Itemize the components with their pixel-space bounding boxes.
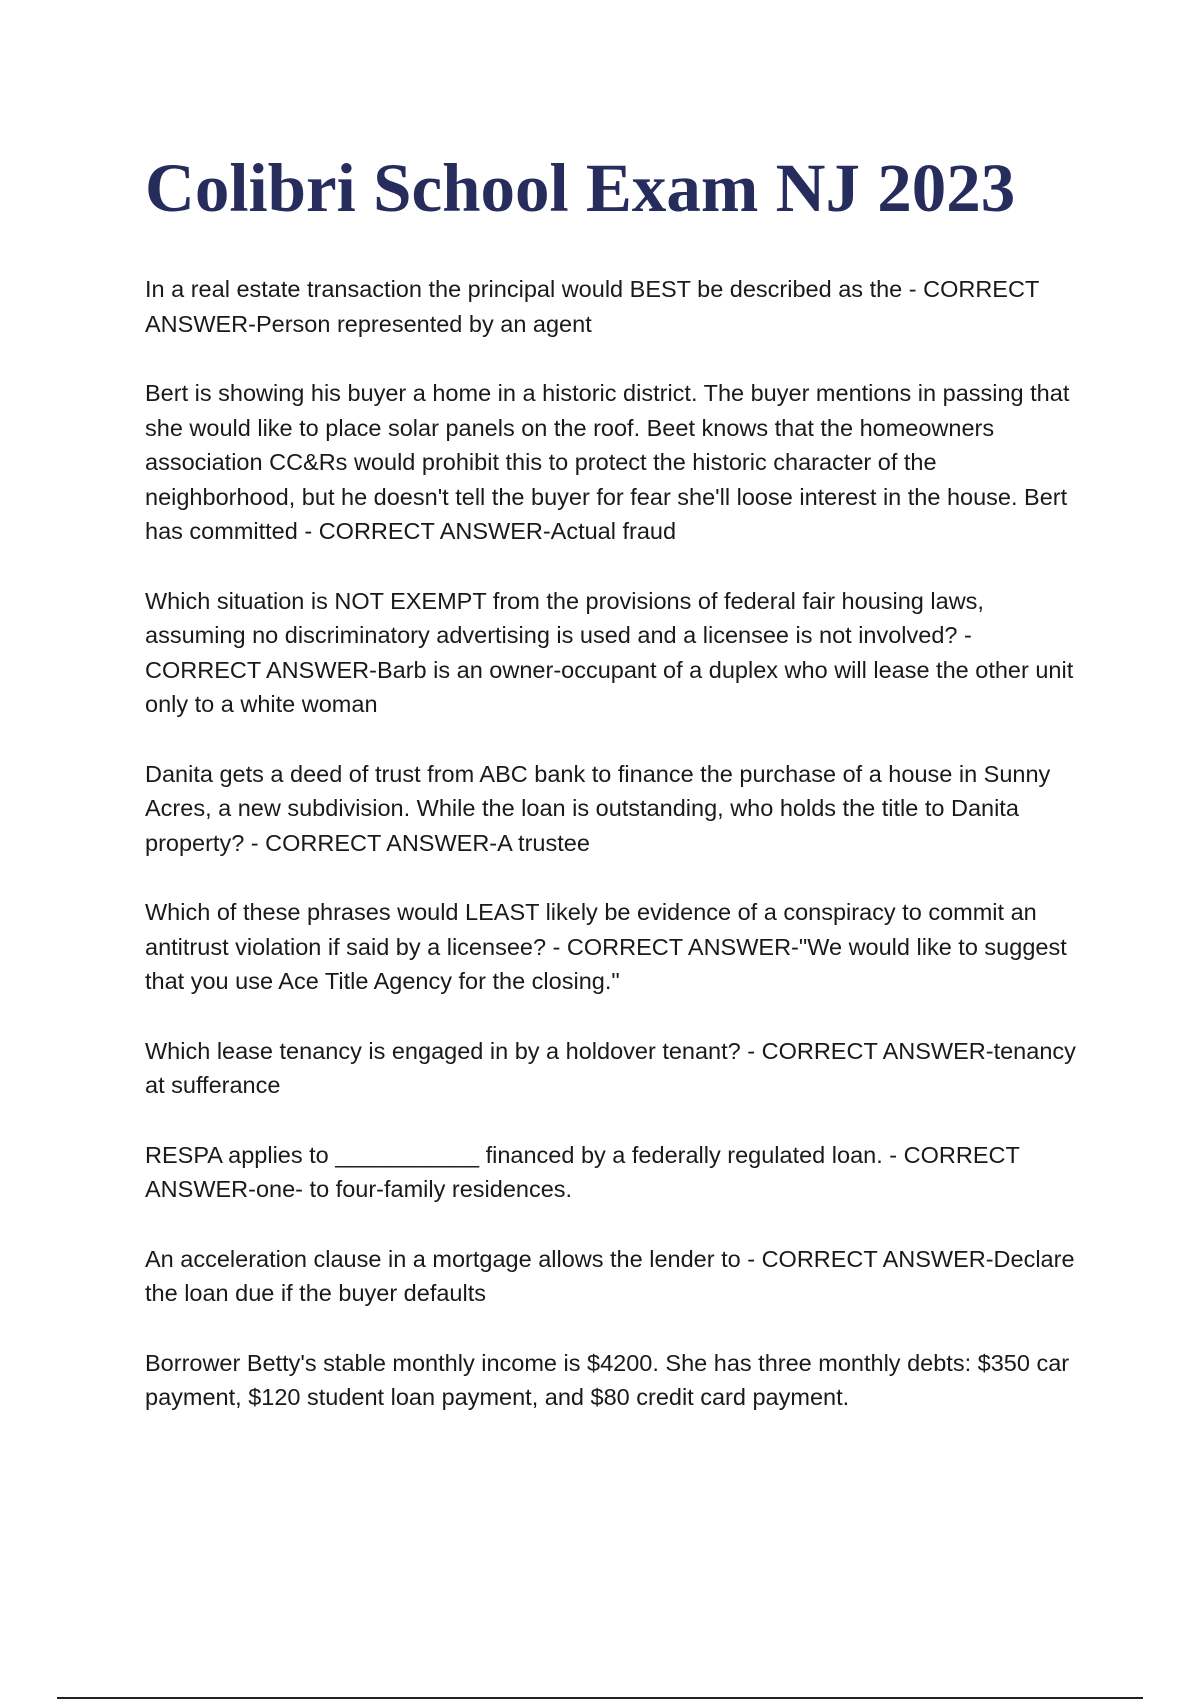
qa-item: An acceleration clause in a mortgage allows the lender to - CORRECT ANSWER-Declare the loan due if the buyer defaults: [145, 1245, 1075, 1306]
qa-item: Which lease tenancy is engaged in by a holdover tenant? - CORRECT ANSWER-tenancy at sufferance: [145, 1037, 1076, 1098]
page-title: Colibri School Exam NJ 2023: [145, 150, 1016, 226]
qa-item: Bert is showing his buyer a home in a historic district. The buyer mentions in passing that she would like to place solar panels on the roof. Beet knows that the homeowners association CC&Rs would prohibit this to protect the historic character of the neighborhood, but he doesn't tell the buyer for fear she'll loose interest in the house. Bert has committed - CORRECT ANSWER-Actual fraud: [145, 380, 1070, 544]
qa-item: Borrower Betty's stable monthly income is $4200. She has three monthly debts: $350 car payment, $120 student loan payment, and $80 credit card payment.: [145, 1349, 1070, 1410]
qa-item: In a real estate transaction the principal would BEST be described as the - CORRECT ANSWER-Person represented by an agent: [145, 276, 1039, 337]
qa-item: RESPA applies to ___________ financed by a federally regulated loan. - CORRECT ANSWER-one- to four-family residences.: [145, 1141, 1020, 1202]
qa-list: [145, 272, 1090, 1450]
page-bottom-divider: [57, 1697, 1143, 1699]
qa-item: Danita gets a deed of trust from ABC bank to finance the purchase of a house in Sunny Acres, a new subdivision. While the loan is outstanding, who holds the title to Danita property? - CORRECT ANSWER-A trustee: [145, 760, 1051, 856]
qa-item: Which situation is NOT EXEMPT from the provisions of federal fair housing laws, assuming no discriminatory advertising is used and a licensee is not involved? - CORRECT ANSWER-Barb is an owner-occupant of a duplex who will lease the other unit only to a white woman: [145, 587, 1074, 717]
qa-item: Which of these phrases would LEAST likely be evidence of a conspiracy to commit an antitrust violation if said by a licensee? - CORRECT ANSWER-"We would like to suggest that you use Ace Title Agency for the closing.": [145, 899, 1067, 994]
